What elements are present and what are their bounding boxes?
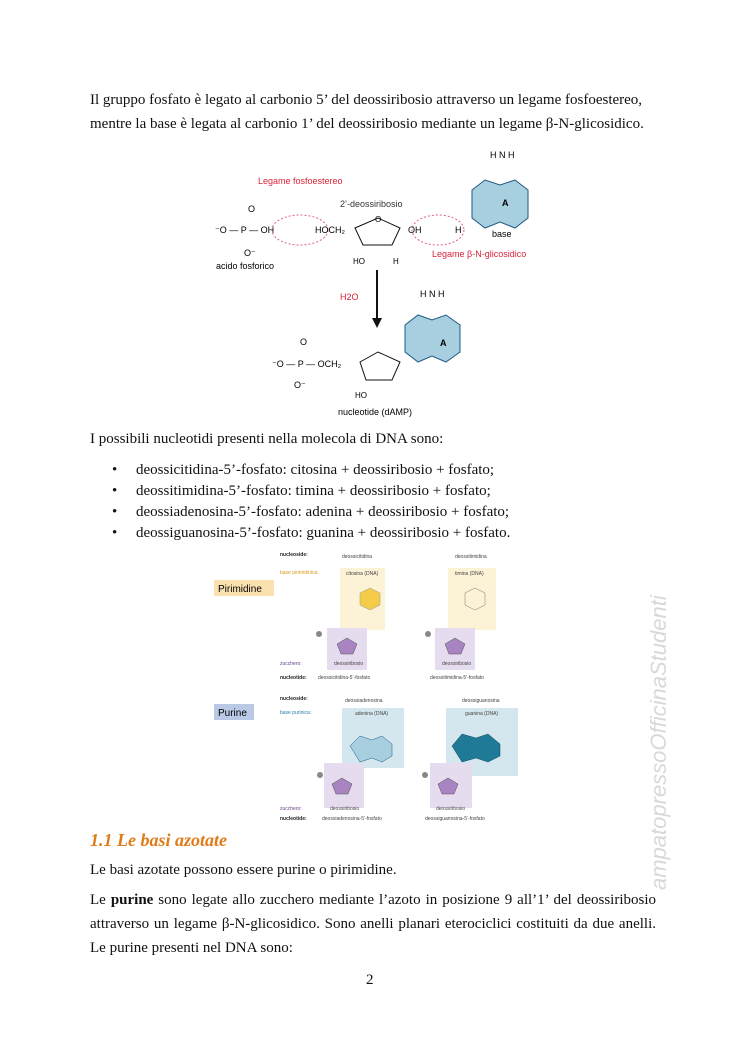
- svg-text:HO: HO: [355, 391, 367, 400]
- svg-text:base purinica:: base purinica:: [280, 710, 312, 716]
- svg-text:nucleoside:: nucleoside:: [280, 696, 308, 702]
- product-label: nucleotide (dAMP): [338, 407, 413, 417]
- svg-text:deossiadenosina-5’-fosfato: deossiadenosina-5’-fosfato: [322, 816, 382, 822]
- svg-text:deossitimidina-5’-fosfato: deossitimidina-5’-fosfato: [430, 675, 484, 681]
- nucleotide-formation-diagram: [210, 140, 550, 420]
- svg-text:deossiribosio: deossiribosio: [334, 661, 364, 667]
- legame-glic-label: Legame β-N-glicosidico: [432, 249, 527, 259]
- section-heading: 1.1 Le basi azotate: [90, 830, 227, 850]
- svg-text:H: H: [455, 225, 462, 235]
- intro-paragraph: [90, 88, 656, 136]
- svg-text:O: O: [248, 204, 256, 214]
- list-item: • deossicitidina-5’-fosfato: citosina + deossiribosio + fosfato;: [112, 460, 510, 481]
- list-item: • deossiguanosina-5’-fosfato: guanina + deossiribosio + fosfato.: [112, 523, 510, 544]
- nucleotide-list: [112, 460, 510, 544]
- svg-text:deossiguanosina-5’-fosfato: deossiguanosina-5’-fosfato: [425, 816, 485, 822]
- svg-text:adenina (DNA): adenina (DNA): [355, 711, 389, 717]
- water-label: H2O: [340, 292, 359, 302]
- svg-text:HO: HO: [353, 257, 365, 266]
- bold-term: purine: [110, 892, 154, 908]
- section-paragraph-2: [90, 888, 656, 960]
- svg-text:deossiadenosina: deossiadenosina: [345, 698, 383, 704]
- list-item: • deossitimidina-5’-fosfato: timina + deossiribosio + fosfato;: [112, 481, 510, 502]
- svg-text:HOCH₂: HOCH₂: [315, 225, 345, 235]
- legame-fosfo-label: Legame fosfoestereo: [258, 176, 343, 186]
- base-letter: A: [502, 198, 509, 208]
- text: sono legate allo zucchero mediante l’azoto in posizione 9 all’1’ del deossiribosio attraverso un legame β-N-glicosidico. Sono anelli planari eterociclici costituiti da due anelli. Le purine presenti nel DNA sono:: [90, 892, 657, 956]
- svg-text:base pirimidinica:: base pirimidinica:: [280, 570, 319, 576]
- svg-text:deossiribosio: deossiribosio: [436, 806, 466, 812]
- svg-text:O⁻: O⁻: [294, 380, 306, 390]
- svg-text:deossicitidina-5’-fosfato: deossicitidina-5’-fosfato: [318, 675, 371, 681]
- base-letter: A: [440, 338, 447, 348]
- svg-text:O: O: [300, 337, 308, 347]
- svg-text:deossiribosio: deossiribosio: [330, 806, 360, 812]
- intro-line: Il gruppo fosfato è legato al carbonio 5’ del deossiribosio attraverso un legame fosfoestereo,: [90, 92, 643, 108]
- svg-text:deossitimidina: deossitimidina: [455, 554, 487, 560]
- svg-text:nucleoside:: nucleoside:: [280, 552, 308, 558]
- svg-text:deossicitidina: deossicitidina: [342, 554, 373, 560]
- svg-text:deossiguanosina: deossiguanosina: [462, 698, 500, 704]
- svg-text:⁻O — P — OH: ⁻O — P — OH: [215, 225, 275, 235]
- list-item: • deossiadenosina-5’-fosfato: adenina + deossiribosio + fosfato;: [112, 502, 510, 523]
- svg-text:O⁻: O⁻: [244, 248, 256, 258]
- svg-text:timina (DNA): timina (DNA): [455, 571, 484, 577]
- section-paragraph-1: Le basi azotate possono essere purine o pirimidine.: [90, 862, 397, 878]
- svg-text:OH: OH: [408, 225, 422, 235]
- page-number: 2: [366, 972, 374, 988]
- svg-text:O: O: [375, 215, 382, 224]
- sugar-label: 2’-deossiribosio: [340, 199, 403, 209]
- nucleosides-diagram: [210, 548, 530, 823]
- svg-text:deossiribosio: deossiribosio: [442, 661, 472, 667]
- svg-text:guanina (DNA): guanina (DNA): [465, 711, 499, 717]
- pirimidine-label: Pirimidine: [218, 584, 262, 595]
- svg-text:H N H: H N H: [490, 150, 515, 160]
- svg-text:⁻O — P — OCH₂: ⁻O — P — OCH₂: [272, 359, 342, 369]
- svg-text:nucleotide:: nucleotide:: [280, 675, 307, 681]
- svg-text:citosina (DNA): citosina (DNA): [346, 571, 379, 577]
- svg-text:zucchero:: zucchero:: [280, 806, 302, 812]
- svg-text:H N H: H N H: [420, 289, 445, 299]
- acid-label: acido fosforico: [216, 261, 275, 271]
- svg-text:nucleotide:: nucleotide:: [280, 816, 307, 822]
- list-intro: I possibili nucleotidi presenti nella molecola di DNA sono:: [90, 431, 444, 447]
- intro-line: mentre la base è legata al carbonio 1’ del deossiribosio mediante un legame β-N-glicosidico.: [90, 116, 644, 132]
- svg-text:zucchero:: zucchero:: [280, 661, 302, 667]
- purine-label: Purine: [218, 708, 247, 719]
- watermark: ampatopressoOfficinaStudenti: [646, 595, 671, 890]
- svg-text:H: H: [393, 257, 399, 266]
- base-label: base: [492, 229, 512, 239]
- text: Le: [90, 892, 111, 908]
